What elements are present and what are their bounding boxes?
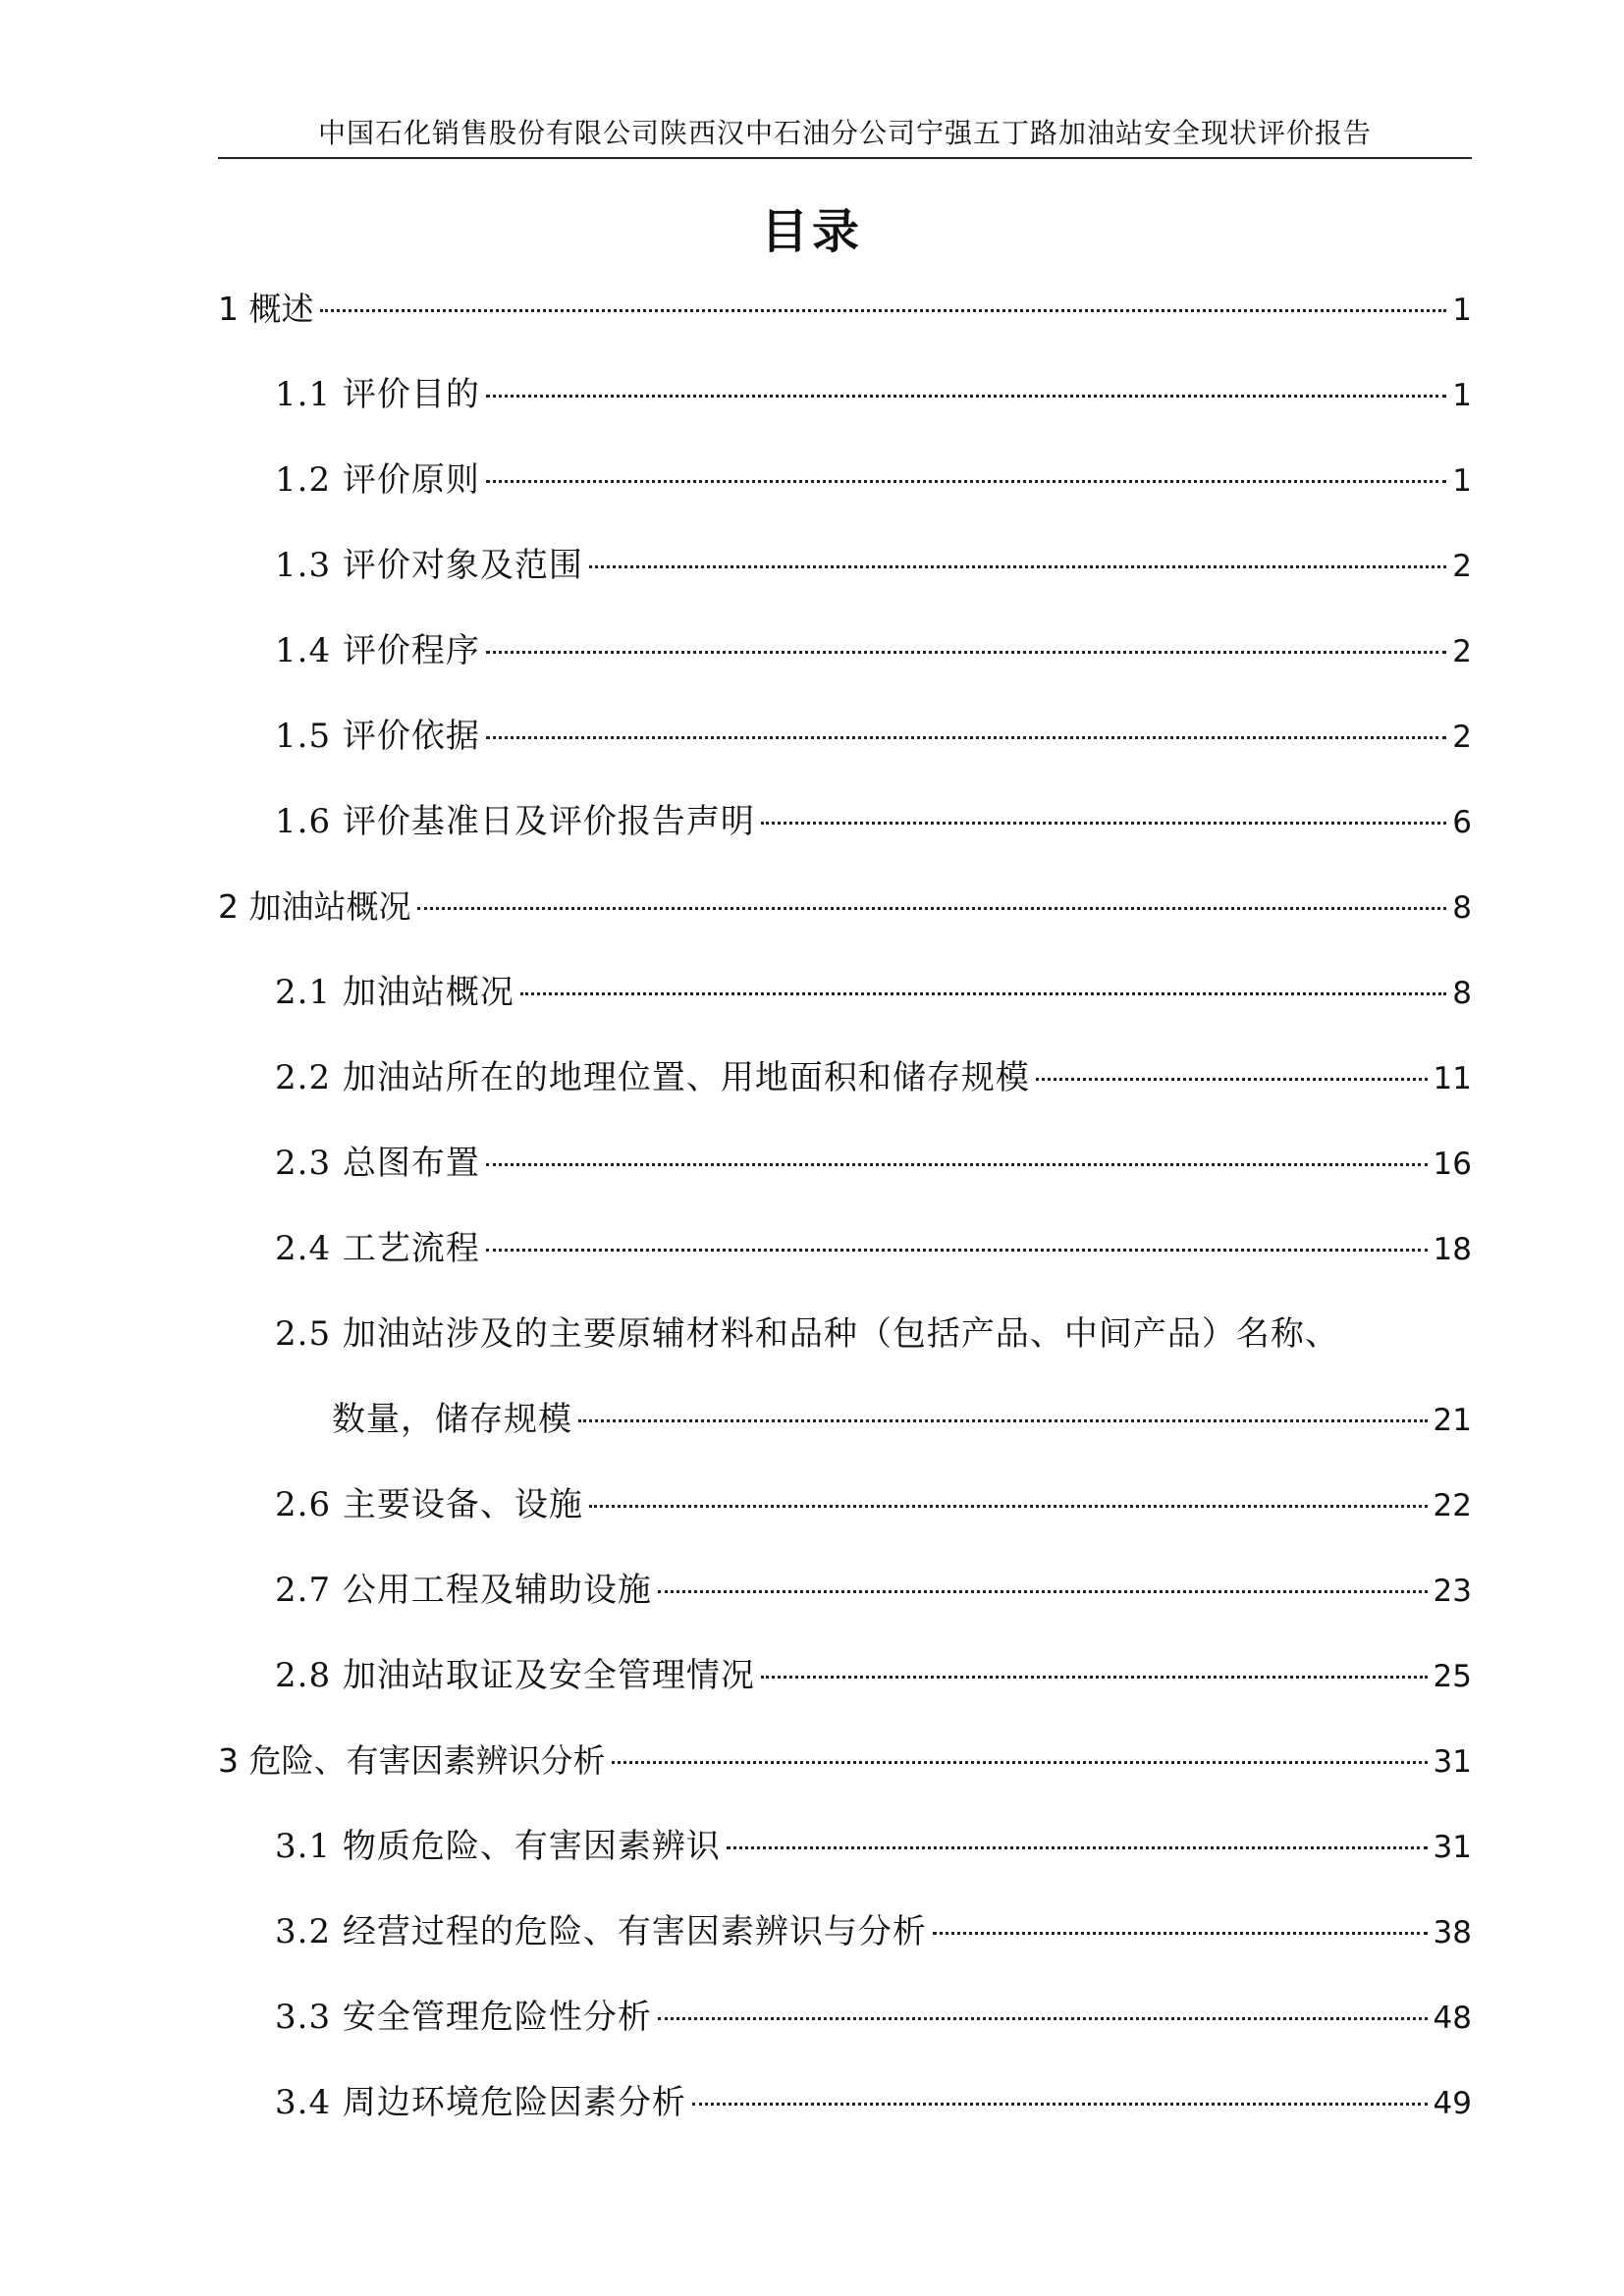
toc-entry-3-1[interactable] (218, 1822, 1472, 1871)
toc-entry-label: 3.4 周边环境危险因素分析 (275, 2083, 686, 2122)
toc-page-number: 1 (1452, 293, 1472, 328)
toc-page-number: 2 (1452, 634, 1472, 669)
toc-page-number: 38 (1433, 1915, 1472, 1950)
toc-entry-3-4[interactable] (218, 2078, 1472, 2127)
toc-entry-2-4[interactable] (218, 1224, 1472, 1273)
toc-entry-1-6[interactable] (218, 797, 1472, 846)
dot-leader (1036, 1078, 1428, 1081)
toc-entry-2-5-first-line[interactable] (218, 1309, 1472, 1359)
toc-entry-3-2[interactable] (218, 1907, 1472, 1956)
dot-leader (589, 1505, 1428, 1508)
toc-page-number: 6 (1452, 805, 1472, 840)
dot-leader (320, 309, 1447, 312)
toc-entry-3-3[interactable] (218, 1993, 1472, 2042)
toc-entry-2[interactable] (218, 882, 1472, 932)
toc-entry-1-5[interactable] (218, 712, 1472, 761)
toc-entry-label: 1.6 评价基准日及评价报告声明 (275, 802, 755, 841)
dot-leader (486, 395, 1446, 398)
toc-entry-label: 2.6 主要设备、设施 (275, 1485, 583, 1524)
dot-leader (761, 1676, 1428, 1679)
toc-entry-label: 1.3 评价对象及范围 (275, 546, 583, 585)
dot-leader (612, 1761, 1428, 1764)
toc-page-number: 11 (1433, 1061, 1472, 1096)
toc-title: 目录 (760, 204, 863, 259)
dot-leader (658, 2017, 1428, 2020)
dot-leader (578, 1419, 1428, 1422)
dot-leader (761, 822, 1446, 825)
toc-entry-label: 2.7 公用工程及辅助设施 (275, 1571, 652, 1610)
toc-page-number: 18 (1433, 1232, 1472, 1267)
toc-entry-3[interactable] (218, 1736, 1472, 1786)
toc-entry-label: 2.3 总图布置 (275, 1144, 480, 1183)
toc-entry-label-continued: 数量，储存规模 (332, 1400, 572, 1439)
toc-entry-label: 1.4 评价程序 (275, 631, 480, 670)
toc-page-number: 8 (1452, 976, 1472, 1011)
dot-leader (486, 480, 1446, 483)
dot-leader (589, 565, 1446, 568)
toc-page-number: 1 (1452, 378, 1472, 413)
toc-entry-1-3[interactable] (218, 541, 1472, 590)
toc-page-number: 1 (1452, 463, 1472, 499)
toc-entry-2-5[interactable] (218, 1395, 1472, 1444)
dot-leader (658, 1590, 1428, 1593)
dot-leader (933, 1932, 1428, 1935)
toc-page-number: 49 (1433, 2086, 1472, 2121)
dot-leader (486, 1249, 1428, 1252)
toc-entry-label: 2.4 工艺流程 (275, 1229, 480, 1268)
toc-entry-2-3[interactable] (218, 1139, 1472, 1188)
toc-entry-label: 2 加油站概况 (218, 887, 411, 926)
toc-entry-label: 2.5 加油站涉及的主要原辅材料和品种（包括产品、中间产品）名称、 (275, 1314, 1339, 1354)
toc-entry-1[interactable] (218, 285, 1472, 334)
toc-entry-label: 1.2 评价原则 (275, 460, 480, 500)
dot-leader (486, 1163, 1428, 1166)
toc-entry-1-1[interactable] (218, 370, 1472, 419)
toc-entry-1-2[interactable] (218, 455, 1472, 505)
toc-page-number: 2 (1452, 549, 1472, 584)
toc-entry-2-8[interactable] (218, 1651, 1472, 1700)
toc-page-number: 25 (1433, 1659, 1472, 1694)
dot-leader (520, 992, 1446, 995)
toc-page-number: 31 (1433, 1744, 1472, 1780)
toc-entry-label: 3 危险、有害因素辨识分析 (218, 1741, 606, 1780)
toc-entry-label: 2.1 加油站概况 (275, 973, 514, 1012)
toc-entry-2-6[interactable] (218, 1480, 1472, 1529)
toc-entry-label: 1.1 评价目的 (275, 375, 480, 414)
toc-page-number: 23 (1433, 1574, 1472, 1609)
toc-page-number: 2 (1452, 720, 1472, 755)
toc-entry-label: 1.5 评价依据 (275, 717, 480, 756)
toc-entry-label: 2.2 加油站所在的地理位置、用地面积和储存规模 (275, 1058, 1030, 1097)
dot-leader (417, 907, 1447, 910)
toc-entry-2-2[interactable] (218, 1053, 1472, 1102)
dot-leader (692, 2103, 1428, 2106)
toc-page-number: 21 (1433, 1403, 1472, 1438)
toc-entry-label: 3.3 安全管理危险性分析 (275, 1998, 652, 2037)
toc-entry-label: 1 概述 (218, 290, 314, 328)
toc-entry-label: 3.1 物质危险、有害因素辨识 (275, 1827, 721, 1866)
toc-entry-label: 3.2 经营过程的危险、有害因素辨识与分析 (275, 1912, 927, 1951)
toc-entry-2-1[interactable] (218, 968, 1472, 1017)
running-header: 中国石化销售股份有限公司陕西汉中石油分公司宁强五丁路加油站安全现状评价报告 (317, 117, 1372, 149)
dot-leader (486, 736, 1446, 739)
toc-page-number: 8 (1452, 890, 1472, 926)
toc-entry-1-4[interactable] (218, 626, 1472, 675)
toc-entry-2-7[interactable] (218, 1566, 1472, 1615)
toc-page-number: 22 (1433, 1488, 1472, 1523)
toc-entry-label: 2.8 加油站取证及安全管理情况 (275, 1656, 755, 1695)
toc-page-number: 31 (1433, 1830, 1472, 1865)
toc-page-number: 16 (1433, 1147, 1472, 1182)
dot-leader (486, 651, 1446, 654)
dot-leader (727, 1846, 1428, 1849)
toc-page-number: 48 (1433, 2001, 1472, 2036)
